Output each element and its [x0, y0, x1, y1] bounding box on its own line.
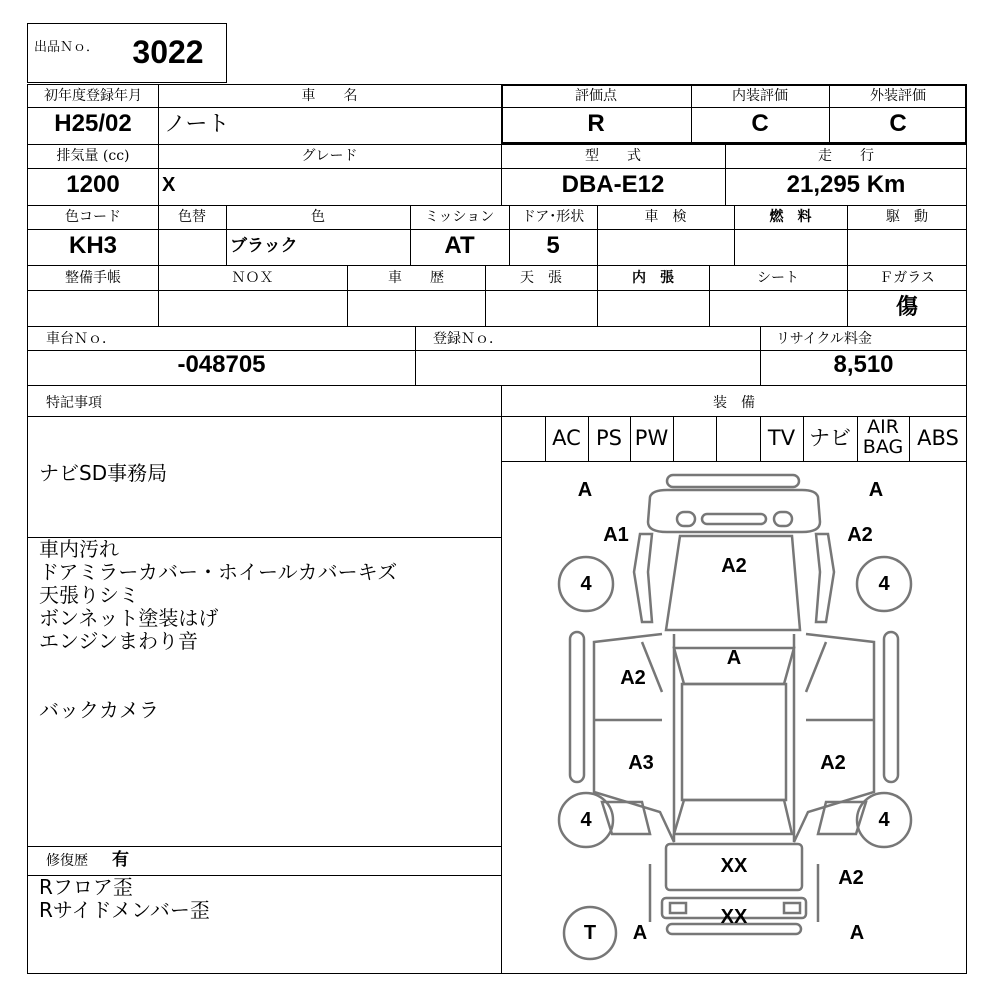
notes-line-3: 天張りシミ [39, 583, 139, 607]
mark-left-front-door: A2 [620, 667, 646, 689]
mark-rear-left-corner: A [632, 922, 648, 944]
color-label: 色 [311, 209, 325, 225]
mileage-value: 21,295 Km [786, 171, 906, 198]
notes-top-text: ナビSD事務局 [39, 461, 168, 485]
fuel-label: 燃 料 [769, 209, 812, 225]
displacement-label: 排気量 (cc) [56, 148, 130, 164]
service-book-label: 整備手帳 [65, 270, 121, 286]
chassis-number-value: -048705 [177, 351, 266, 378]
mark-rear-bumper: XX [720, 906, 748, 928]
equipment-tv: TV [767, 426, 796, 450]
score-value: R [587, 110, 605, 137]
first-registration-value: H25/02 [54, 110, 132, 137]
inspection-label: 車 検 [644, 209, 687, 225]
tire-front-left-label: 4 [580, 573, 592, 595]
notes-line-5: エンジンまわり音 [39, 629, 198, 653]
exterior-rating-value: C [889, 110, 907, 137]
repair-history-value: 有 [112, 850, 129, 870]
car-name-value: ノート [164, 111, 230, 136]
repair-line-1: Rフロア歪 [39, 875, 133, 899]
color-value: ブラック [230, 236, 298, 255]
mark-rear-right-quarter: A2 [838, 867, 864, 889]
sunroof-label: 天 張 [520, 270, 562, 286]
mark-front-right-corner: A [868, 479, 884, 501]
equipment-pw: PW [634, 426, 669, 450]
equipment-ac: AC [552, 426, 581, 450]
mark-right-pillar: A2 [847, 524, 873, 546]
displacement-value: 1200 [66, 171, 120, 198]
tire-spare-label: T [583, 922, 597, 944]
mark-left-pillar: A1 [603, 524, 629, 546]
hood-outline [666, 536, 800, 630]
exterior-rating-label: 外装評価 [870, 88, 926, 104]
repaint-label: 色替 [178, 209, 206, 225]
mark-roof: A [726, 647, 742, 669]
door-shape-label: ドア･形状 [521, 209, 585, 225]
mark-rear-right-corner: A [849, 922, 865, 944]
model-value: DBA-E12 [561, 171, 665, 198]
lining-label: 内 張 [632, 270, 674, 286]
color-code-label: 色コード [65, 209, 121, 225]
tire-front-right-label: 4 [878, 573, 890, 595]
front-glass-label: Ｆガラス [879, 270, 935, 286]
lot-number: 3022 [132, 34, 204, 70]
score-label: 評価点 [575, 88, 617, 104]
mark-left-rear-door: A3 [628, 752, 654, 774]
recycle-fee-value: 8,510 [833, 351, 894, 378]
mark-trunk: XX [720, 855, 748, 877]
recycle-fee-label: リサイクル料金 [776, 331, 873, 347]
lot-number-label: 出品Ｎｏ． [34, 40, 100, 55]
notes-line-1: 車内汚れ [39, 537, 119, 561]
equipment-abs: ABS [917, 426, 959, 450]
mark-right-rear-door: A2 [820, 752, 846, 774]
history-label: 車 歴 [388, 270, 444, 286]
repair-line-2: Rサイドメンバー歪 [39, 898, 210, 922]
interior-rating-label: 内装評価 [732, 88, 788, 104]
interior-rating-value: C [751, 110, 769, 137]
mark-front-left-corner: A [577, 479, 593, 501]
notes-label: 特記事項 [46, 395, 102, 411]
mission-label: ミッション [424, 209, 495, 225]
equipment-navi: ナビ [809, 426, 851, 450]
mission-value: AT [444, 232, 475, 259]
notes-line-4: ボンネット塗装はげ [39, 606, 219, 630]
seat-label: シート [757, 270, 799, 286]
tire-rear-left-label: 4 [580, 809, 592, 831]
model-label: 型 式 [585, 148, 641, 164]
nox-label: ＮＯＸ [231, 270, 274, 286]
drive-label: 駆 動 [886, 209, 928, 225]
mileage-label: 走 行 [818, 148, 874, 164]
roof-outline [682, 684, 786, 800]
grade-value: X [162, 174, 176, 196]
notes-extra: バックカメラ [39, 698, 159, 722]
repair-history-label: 修復歴 [46, 853, 88, 869]
tire-rear-right-label: 4 [878, 809, 890, 831]
front-bumper-outline [667, 475, 799, 487]
grade-label: グレード [301, 148, 358, 164]
door-shape-value: 5 [546, 232, 560, 259]
mark-hood: A2 [721, 555, 747, 577]
color-code-value: KH3 [68, 232, 117, 259]
first-registration-label: 初年度登録年月 [44, 88, 142, 104]
vehicle-diagram [502, 462, 966, 973]
car-name-label: 車 名 [301, 88, 358, 104]
equipment-ps: PS [596, 426, 622, 450]
front-glass-value: 傷 [895, 294, 918, 320]
registration-number-label: 登録Ｎｏ． [433, 331, 503, 347]
equipment-label: 装 備 [713, 395, 755, 411]
equipment-airbag: AIR BAG [862, 416, 904, 458]
front-grille-outline [648, 490, 820, 532]
notes-line-2: ドアミラーカバー・ホイールカバーキズ [39, 560, 398, 584]
chassis-number-label: 車台Ｎｏ． [46, 331, 116, 347]
